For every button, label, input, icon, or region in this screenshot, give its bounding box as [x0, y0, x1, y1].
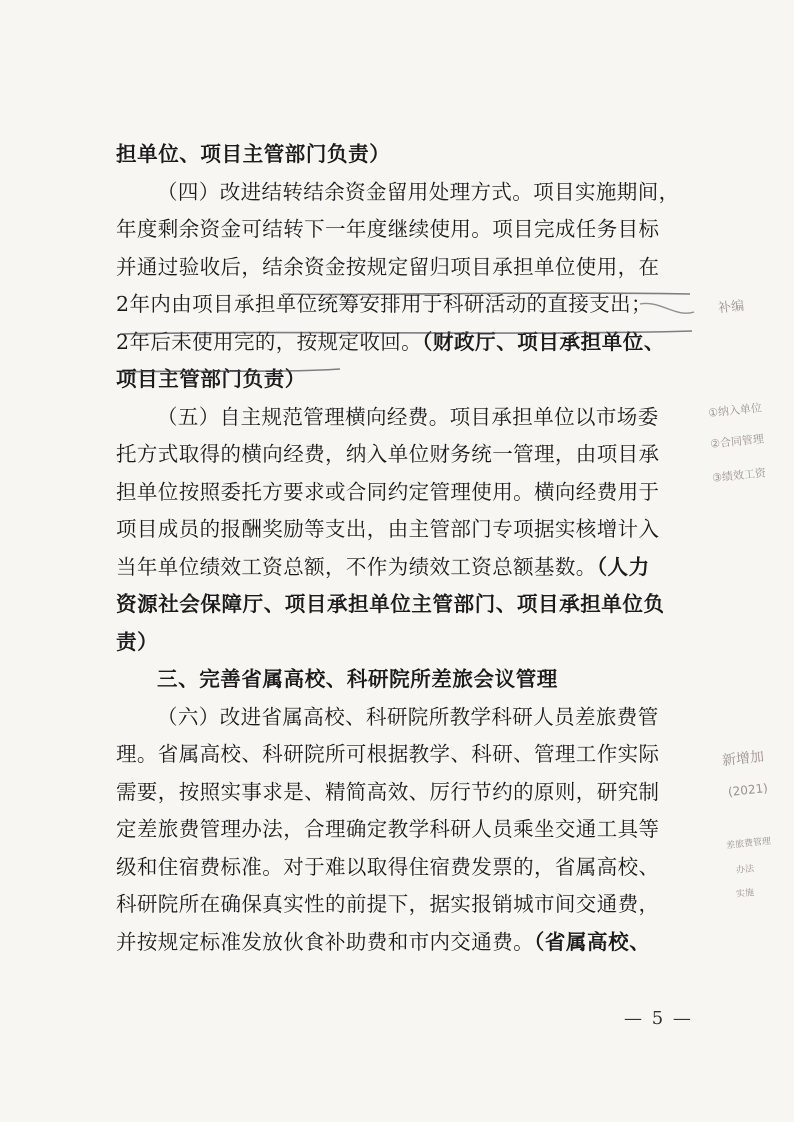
text-segment: （六）改进省属高校、科研院所教学科研人员差旅费管 — [157, 704, 659, 729]
text-segment: 并通过验收后，结余资金按规定留归项目承担单位使用，在 — [116, 254, 660, 279]
bold-text-segment: （人力 — [596, 554, 650, 579]
text-line — [116, 324, 702, 362]
text-segment: 托方式取得的横向经费，纳入单位财务统一管理，由项目承 — [116, 442, 660, 466]
text-line — [116, 586, 702, 624]
bold-text-segment: 三、完善省属高校、科研院所差旅会议管理 — [157, 667, 558, 691]
text-segment: 当年单位绩效工资总额，不作为绩效工资总额基数。 — [116, 554, 597, 579]
text-line — [116, 661, 702, 699]
margin-note: ③绩效工资 — [711, 466, 767, 485]
text-line — [116, 474, 702, 512]
margin-note: (2021) — [727, 780, 769, 800]
text-line — [116, 774, 702, 812]
text-segment: 需要，按照实事求是、精简高效、厉行节约的原则，研究制 — [116, 779, 660, 804]
text-segment: （四）改进结转结余资金留用处理方式。项目实施期间， — [157, 179, 680, 204]
text-segment: 项目成员的报酬奖励等支出，由主管部门专项据实核增计入 — [116, 517, 660, 541]
bold-text-segment: （省属高校、 — [534, 929, 651, 954]
text-line — [116, 549, 702, 587]
body-text — [116, 136, 702, 961]
text-line — [116, 249, 702, 287]
text-segment: 并按规定标准发放伙食补助费和市内交通费。 — [116, 929, 534, 954]
text-line — [116, 436, 702, 474]
margin-note: ①纳入单位 — [707, 401, 763, 420]
bold-text-segment: 资源社会保障厅、项目承担单位主管部门、项目承担单位负 — [116, 592, 665, 616]
text-line — [116, 511, 702, 549]
margin-note: 办法 — [735, 864, 755, 876]
text-line — [116, 399, 702, 437]
text-line — [116, 286, 702, 324]
text-segment: （五）自主规范管理横向经费。项目承担单位以市场委 — [157, 404, 659, 429]
text-segment: 级和住宿费标准。对于难以取得住宿费发票的，省属高校、 — [116, 854, 660, 879]
text-line — [116, 849, 702, 887]
text-line — [116, 361, 702, 399]
text-line — [116, 211, 702, 249]
text-line — [116, 811, 702, 849]
text-line — [116, 174, 702, 212]
text-line — [116, 924, 702, 962]
text-segment: 2年内由项目承担单位统筹安排用于科研活动的直接支出； — [116, 292, 652, 316]
text-line — [116, 886, 702, 924]
page-number: — 5 — — [624, 1008, 693, 1029]
text-segment: 定差旅费管理办法，合理确定教学科研人员乘坐交通工具等 — [116, 817, 660, 841]
text-segment: 理。省属高校、科研院所可根据教学、科研、管理工作实际 — [116, 742, 660, 766]
text-segment: 担单位按照委托方要求或合同约定管理使用。横向经费用于 — [116, 479, 660, 504]
text-line — [116, 624, 702, 662]
text-segment: 2年后未使用完的，按规定收回。 — [116, 329, 423, 354]
margin-note: ②合同管理 — [709, 432, 765, 451]
text-line — [116, 699, 702, 737]
text-line — [116, 136, 702, 174]
margin-note: 新增加 — [721, 748, 765, 770]
bold-text-segment: 项目主管部门负责） — [116, 367, 306, 391]
text-segment: 科研院所在确保真实性的前提下，据实报销城市间交通费， — [116, 892, 660, 916]
margin-note: 补编 — [717, 298, 745, 317]
margin-note: 差旅费管理 — [725, 836, 772, 852]
bold-text-segment: 担单位、项目主管部门负责） — [116, 142, 391, 166]
text-line — [116, 736, 702, 774]
bold-text-segment: （财政厅、项目承担单位、 — [422, 329, 665, 354]
margin-note: 实施 — [735, 888, 755, 900]
bold-text-segment: 责） — [116, 629, 159, 654]
text-segment: 年度剩余资金可结转下一年度继续使用。项目完成任务目标 — [116, 217, 660, 241]
